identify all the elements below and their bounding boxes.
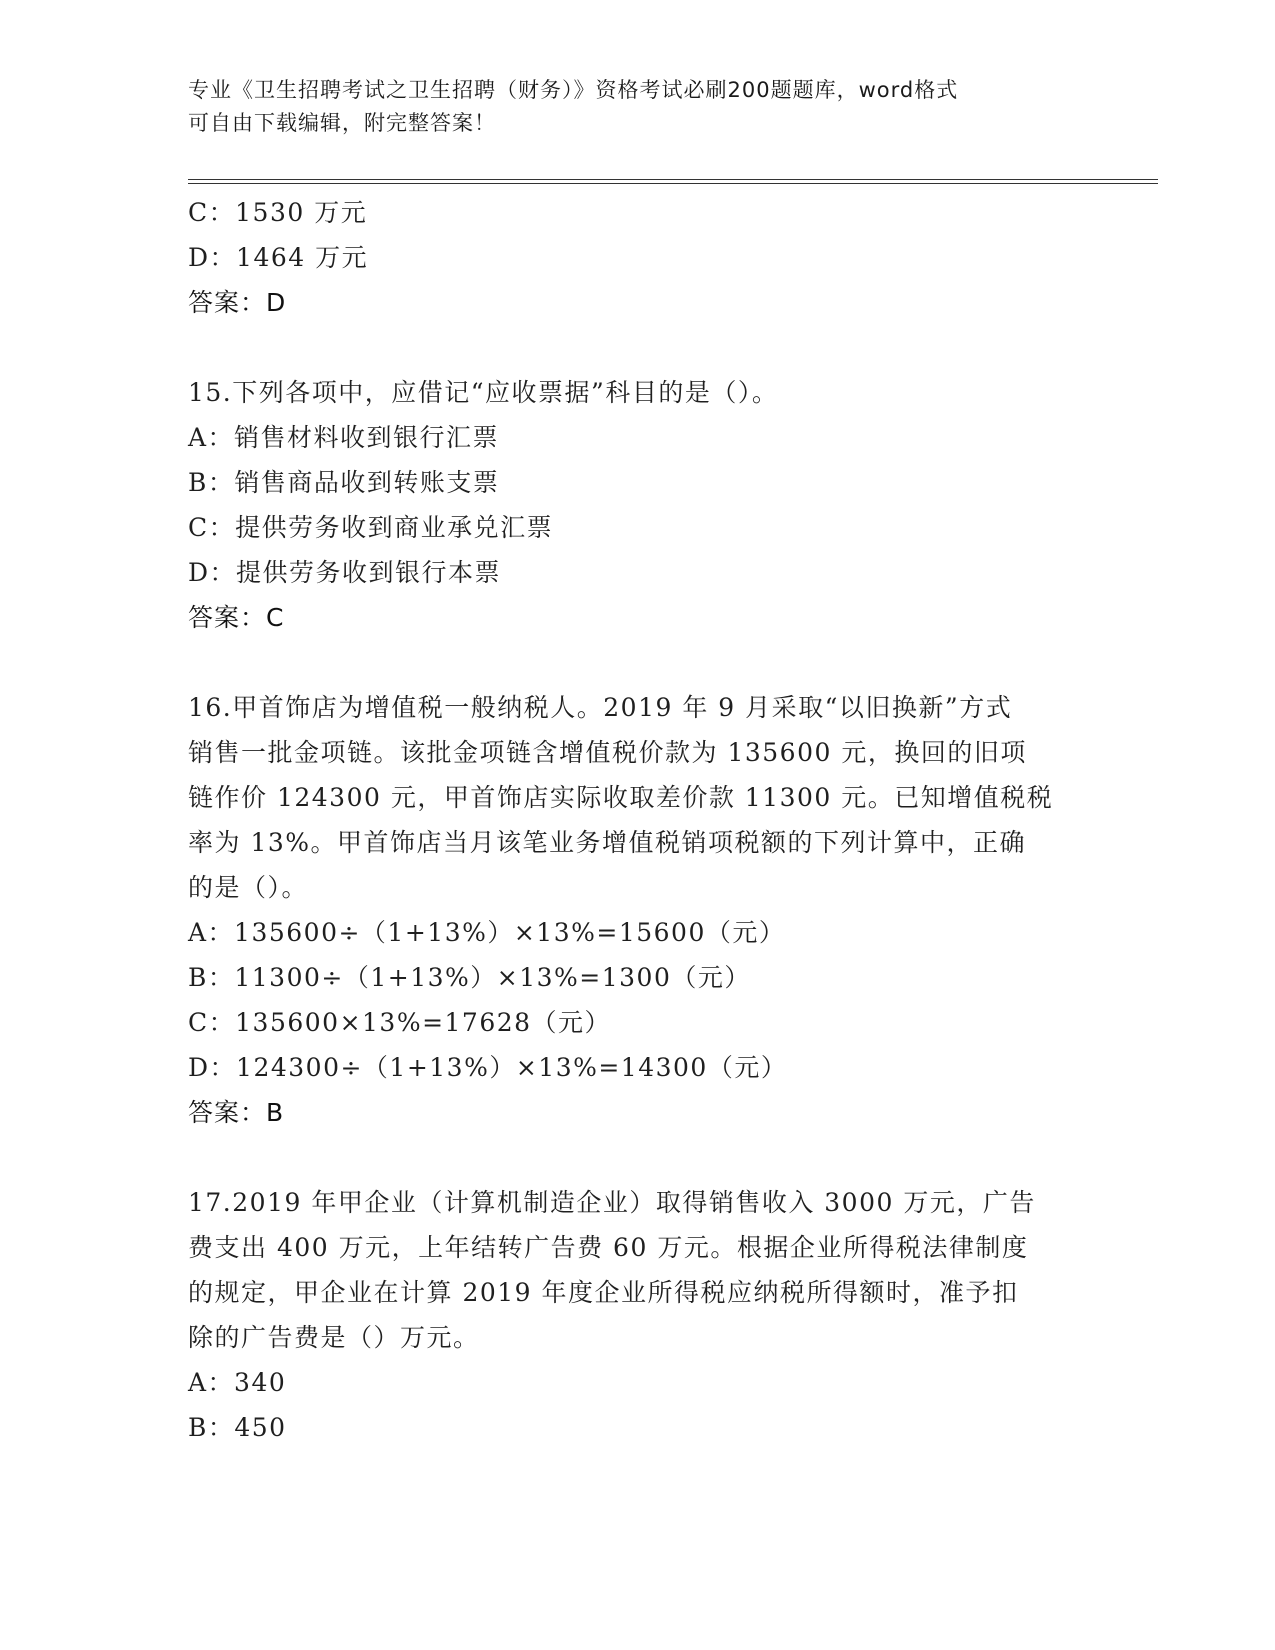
header-divider-bottom [188, 183, 1158, 184]
option-b: B：450 [188, 1413, 287, 1442]
option-d: D：1464 万元 [188, 243, 369, 272]
question-17 [188, 1180, 1088, 1450]
document-body [188, 190, 1088, 1450]
question-stem-line: 销售一批金项链。该批金项链含增值税价款为 135600 元，换回的旧项 [188, 738, 1027, 767]
question-stem-line: 16.甲首饰店为增值税一般纳税人。2019 年 9 月采取“以旧换新”方式 [188, 693, 1013, 722]
header-line-1: 专业《卫生招聘考试之卫生招聘（财务）》资格考试必刷200题题库，word格式 [188, 78, 959, 102]
answer: 答案：C [188, 603, 285, 632]
option-c: C：1530 万元 [188, 198, 368, 227]
option-c: C：135600×13%=17628（元） [188, 1008, 612, 1037]
question-16 [188, 685, 1088, 1135]
question-stem-line: 的是（）。 [188, 873, 309, 902]
question-stem: 15.下列各项中，应借记“应收票据”科目的是（）。 [188, 378, 779, 407]
question-14 [188, 190, 1088, 325]
option-a: A：340 [188, 1368, 287, 1397]
question-stem-line: 的规定，甲企业在计算 2019 年度企业所得税应纳税所得额时，准予扣 [188, 1278, 1019, 1307]
header-divider-top [188, 179, 1158, 180]
question-stem-line: 除的广告费是（）万元。 [188, 1323, 480, 1352]
question-stem-line: 费支出 400 万元，上年结转广告费 60 万元。根据企业所得税法律制度 [188, 1233, 1029, 1262]
option-d: D：124300÷（1+13%）×13%=14300（元） [188, 1053, 788, 1082]
question-stem-line: 17.2019 年甲企业（计算机制造企业）取得销售收入 3000 万元，广告 [188, 1188, 1036, 1217]
header-line-2: 可自由下载编辑，附完整答案！ [188, 111, 496, 135]
document-header [188, 74, 1088, 140]
spacer [188, 1135, 1088, 1180]
answer: 答案：B [188, 1098, 285, 1127]
question-stem-line: 链作价 124300 元，甲首饰店实际收取差价款 11300 元。已知增值税税 [188, 783, 1054, 812]
option-b: B：销售商品收到转账支票 [188, 468, 500, 497]
question-stem-line: 率为 13%。甲首饰店当月该笔业务增值税销项税额的下列计算中，正确 [188, 828, 1027, 857]
question-15 [188, 370, 1088, 640]
spacer [188, 325, 1088, 370]
option-a: A：135600÷（1+13%）×13%=15600（元） [188, 918, 786, 947]
spacer [188, 640, 1088, 685]
answer: 答案：D [188, 288, 287, 317]
option-b: B：11300÷（1+13%）×13%=1300（元） [188, 963, 751, 992]
option-d: D：提供劳务收到银行本票 [188, 558, 502, 587]
option-c: C：提供劳务收到商业承兑汇票 [188, 513, 554, 542]
option-a: A：销售材料收到银行汇票 [188, 423, 500, 452]
